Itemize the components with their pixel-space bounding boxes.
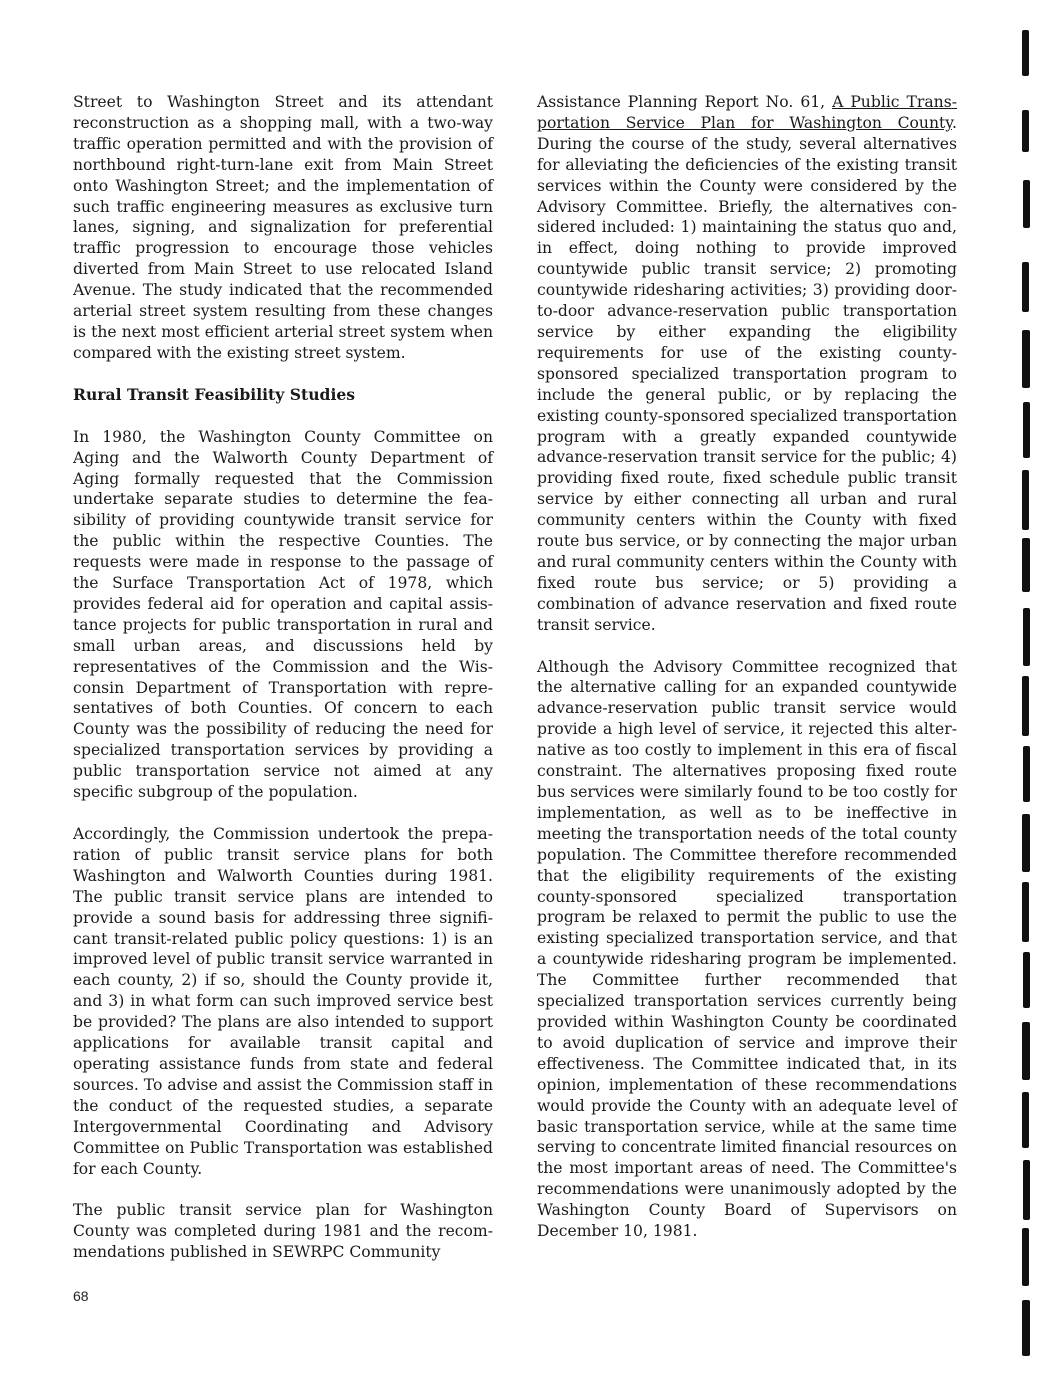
left-paragraph-1: Street to Washington Street and its attendant reconstruction as a shopping mall, with a two-way traffic operation permitted and with the provision of northbound right-turn-lane exit from Main Street onto Washington Street; and the implementation of such traffic engineering measures as exclusive turn lanes, signing, and signalization for preferential traffic progression to encourage those vehicles diverted from Main Street to use relocated Island Avenue. The study indicated that the recommended arterial street system resulting from these changes is the next most efficient arterial street system when compared with the existing street system. <box>73 93 493 362</box>
margin-mark <box>1023 746 1030 802</box>
margin-mark <box>1022 1092 1029 1148</box>
page-number: 68 <box>73 1288 89 1304</box>
margin-mark <box>1022 676 1029 736</box>
section-heading: Rural Transit Feasibility Studies <box>73 384 356 404</box>
margin-mark <box>1022 814 1030 872</box>
margin-mark <box>1022 882 1029 942</box>
right-column <box>537 92 957 1263</box>
left-column <box>73 92 493 1284</box>
margin-mark <box>1023 180 1030 228</box>
margin-mark <box>1022 330 1030 388</box>
margin-mark <box>1022 1022 1030 1080</box>
margin-mark <box>1022 30 1029 76</box>
scan-margin-marks <box>1010 30 1056 1380</box>
margin-mark <box>1022 1300 1030 1356</box>
report-title: A Public Transportation Service Plan for Washington County <box>537 93 957 132</box>
margin-mark <box>1023 402 1030 458</box>
left-paragraph-3: Accordingly, the Commission undertook the preparation of public transit service plans for both Washington and Walworth Counties during 1981. The public transit service plans are intended to provide a sound basis for addressing three significant transit-related public policy questions: 1) is an improved level of public transit service warranted in each county, 2) if so, should the County provide it, and 3) in what form can such improved service best be provided? The plans are also intended to support applications for available transit capital and operating assistance funds from state and federal sources. To advise and assist the Commission staff in the conduct of the requested studies, a separate Intergovernmental Coordinating and Advisory Committee on Public Transportation was established for each County. <box>73 825 493 1178</box>
left-paragraph-2: In 1980, the Washington County Committee on Aging and the Walworth County Department of Aging formally requested that the Commission undertake separate studies to determine the feasibility of providing countywide transit service for the public within the respective Counties. The requests were made in response to the passage of the Surface Transportation Act of 1978, which provides federal aid for operation and capital assistance projects for public transportation in rural and small urban areas, and discussions held by representatives of the Commission and the Wisconsin Department of Transportation with representatives of both Counties. Of concern to each County was the possibility of reducing the need for specialized transportation services by providing a public transportation service not aimed at any specific subgroup of the population. <box>73 427 493 802</box>
right-paragraph-1-body: . During the course of the study, several alternatives for alleviating the deficiencies of the existing transit services within the County were considered by the Advisory Committee. Briefly, the alternatives considered included: 1) maintaining the status quo and, in effect, doing nothing to provide improved countywide public transit service; 2) promoting countywide ridesharing activities; 3) providing door-to-door advance-reservation public transportation service by either expanding the eligibility requirements for use of the existing county-sponsored specialized transportation program to include the general public, or by replacing the existing county-sponsored specialized transportation program with a greatly expanded countywide advance-reservation transit service for the public; 4) providing fixed route, fixed schedule public transit service by either connecting all urban and rural community centers within the County with fixed route bus service, or by connecting the major urban and rural community centers within the County with fixed route bus service; or 5) providing a combination of advance reservation and fixed route transit service. <box>537 113 957 634</box>
margin-mark <box>1023 952 1030 1008</box>
margin-mark <box>1022 1228 1029 1286</box>
left-paragraph-4: The public transit service plan for Washington County was completed during 1981 and the recommendations published in SEWRPC Community <box>73 1201 493 1262</box>
margin-mark <box>1022 262 1029 312</box>
right-paragraph-2: Although the Advisory Committee recognized that the alternative calling for an expanded countywide advance-reservation public transit service would provide a high level of service, it rejected this alternative as too costly to implement in this era of fiscal constraint. The alternatives proposing fixed route bus services were similarly found to be too costly for implementation, as well as to be ineffective in meeting the transportation needs of the total county population. The Committee therefore recommended that the eligibility requirements of the existing county-sponsored specialized transportation program be relaxed to permit the public to use the existing specialized transportation service, and that a countywide ridesharing program be implemented. The Committee further recommended that specialized transportation services currently being provided within Washington County be coordinated to avoid duplication of service and improve their effectiveness. The Committee indicated that, in its opinion, implementation of these recommendations would provide the County with an adequate level of basic transportation service, while at the same time serving to concentrate limited financial resources on the most important areas of need. The Committee's recommendations were unanimously adopted by the Washington County Board of Supervisors on December 10, 1981. <box>537 657 957 1241</box>
margin-mark <box>1022 110 1029 152</box>
margin-marks-graphic <box>1010 30 1056 1380</box>
margin-mark <box>1023 608 1030 666</box>
margin-mark <box>1022 538 1030 592</box>
report-reference: Assistance Planning Report No. 61, <box>537 93 833 111</box>
margin-mark <box>1023 1160 1030 1220</box>
right-paragraph-1 <box>537 92 957 636</box>
margin-mark <box>1022 470 1029 530</box>
